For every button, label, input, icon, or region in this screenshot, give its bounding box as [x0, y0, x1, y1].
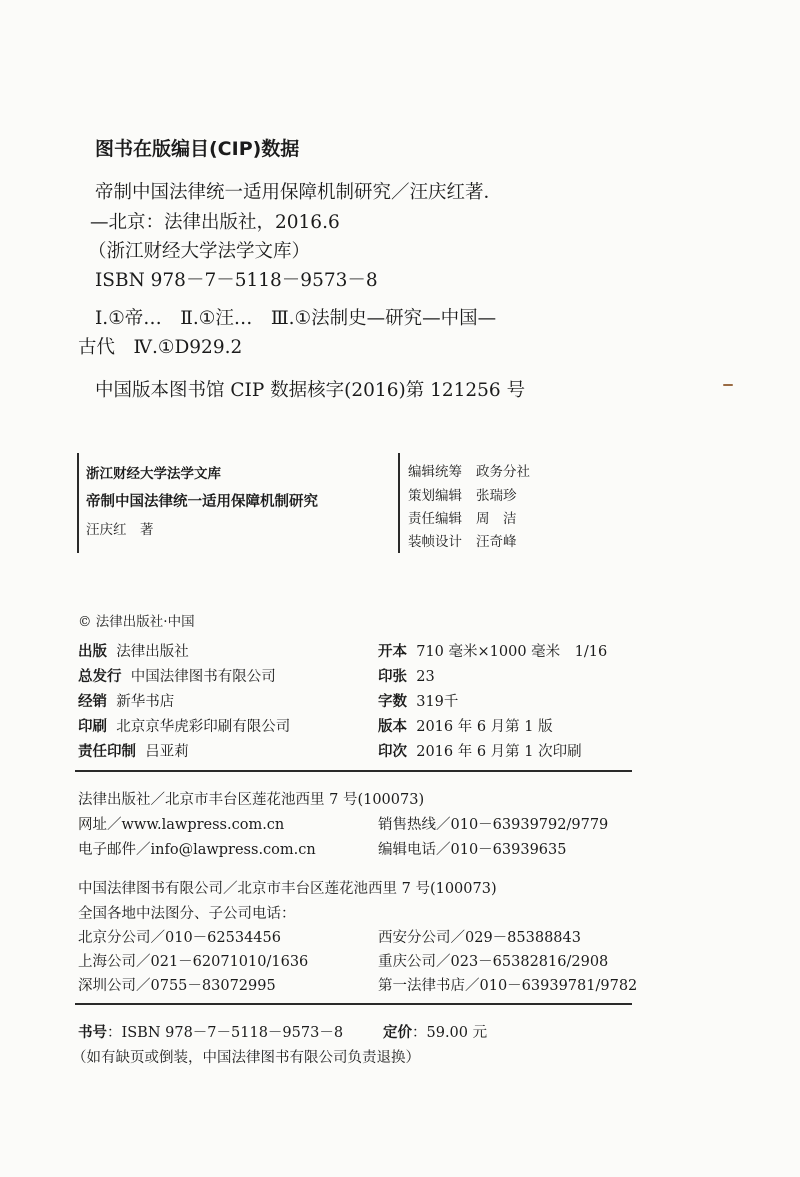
- return-note: （如有缺页或倒装，中国法律图书有限公司负责退换）: [72, 1050, 420, 1066]
- pub-label: 印次: [378, 744, 407, 760]
- pub-value: 新华书店: [116, 694, 175, 710]
- book-box-left-rule: [77, 453, 79, 553]
- pub-value: 吕亚莉: [145, 744, 189, 760]
- staff-value: 汪奇峰: [476, 534, 517, 550]
- cip-line-title: 帝制中国法律统一适用保障机制研究／汪庆红著．: [95, 182, 503, 203]
- pub-label: 责任印制: [78, 744, 136, 760]
- pub-label: 出版: [78, 644, 107, 660]
- staff-row: [408, 484, 517, 504]
- pub-value: 法律出版社: [116, 644, 189, 660]
- pub-value: 2016 年 6 月第 1 次印刷: [416, 744, 582, 760]
- isbn-value: ：ISBN 978－7－5118－9573－8: [107, 1025, 344, 1041]
- pub-row: [378, 715, 553, 736]
- pub-label: 经销: [78, 694, 107, 710]
- pub-label: 总发行: [78, 669, 122, 685]
- pub-value: 710 毫米×1000 毫米 1/16: [416, 644, 608, 660]
- pub-row: [378, 690, 458, 711]
- book-author: 汪庆红 著: [86, 522, 154, 538]
- publisher-email: 电子邮件／info@lawpress.com.cn: [78, 842, 316, 858]
- staff-label: 装帧设计: [408, 534, 462, 550]
- staff-label: 编辑统筹: [408, 464, 462, 480]
- pub-row: [378, 665, 435, 686]
- staff-row: [408, 460, 530, 480]
- staff-label: 责任编辑: [408, 511, 462, 527]
- cip-line-classification: Ⅰ.①帝… Ⅱ.①汪… Ⅲ.①法制史—研究—中国—: [95, 308, 497, 329]
- pub-row: [78, 715, 290, 736]
- cip-line-classification-cont: 古代 Ⅳ.①D929.2: [78, 337, 243, 358]
- staff-label: 策划编辑: [408, 488, 462, 504]
- paper-speck: [723, 384, 733, 386]
- publisher-website: 网址／www.lawpress.com.cn: [78, 817, 285, 833]
- pub-value: 319千: [416, 694, 459, 710]
- branch-phone: 北京分公司／010－62534456: [78, 930, 281, 946]
- staff-box-left-rule: [398, 453, 400, 553]
- pub-label: 版本: [378, 719, 407, 735]
- branch-phone: 西安分公司／029－85388843: [378, 930, 581, 946]
- pub-label: 字数: [378, 694, 407, 710]
- branch-phone: 重庆公司／023－65382816/2908: [378, 954, 609, 970]
- book-title: 帝制中国法律统一适用保障机制研究: [86, 494, 318, 510]
- distributor-address: 中国法律图书有限公司／北京市丰台区莲花池西里 7 号(100073): [78, 881, 497, 897]
- cip-line-publisher: —北京：法律出版社，2016.6: [90, 212, 340, 233]
- price-line: [383, 1021, 487, 1042]
- pub-value: 23: [416, 669, 435, 685]
- isbn-line: [78, 1021, 343, 1042]
- branches-label: 全国各地中法图分、子公司电话：: [78, 906, 296, 922]
- staff-value: 张瑞珍: [476, 488, 517, 504]
- pub-label: 印张: [378, 669, 407, 685]
- pub-label: 开本: [378, 644, 407, 660]
- branch-phone: 上海公司／021－62071010/1636: [78, 954, 309, 970]
- staff-value: 政务分社: [476, 464, 530, 480]
- price-label: 定价: [383, 1025, 412, 1041]
- branch-phone: 第一法律书店／010－63939781/9782: [378, 978, 638, 994]
- pub-label: 印刷: [78, 719, 107, 735]
- branch-phone: 深圳公司／0755－83072995: [78, 978, 276, 994]
- sales-hotline: 销售热线／010－63939792/9779: [378, 817, 609, 833]
- pub-row: [78, 740, 189, 761]
- cip-approval: 中国版本图书馆 CIP 数据核字(2016)第 121256 号: [95, 380, 526, 401]
- editor-phone: 编辑电话／010－63939635: [378, 842, 567, 858]
- isbn-label: 书号: [78, 1025, 107, 1041]
- pub-row: [78, 640, 189, 661]
- pub-row: [378, 740, 582, 761]
- divider: [75, 1003, 632, 1005]
- pub-row: [78, 665, 276, 686]
- series-name: 浙江财经大学法学文库: [86, 466, 221, 482]
- cip-heading: 图书在版编目(CIP)数据: [95, 138, 300, 160]
- staff-row: [408, 530, 517, 550]
- pub-value: 2016 年 6 月第 1 版: [416, 719, 553, 735]
- copyright-line: © 法律出版社·中国: [78, 614, 195, 630]
- staff-value: 周 洁: [476, 511, 517, 527]
- divider: [75, 770, 632, 772]
- staff-row: [408, 507, 517, 527]
- pub-value: 北京京华虎彩印刷有限公司: [116, 719, 291, 735]
- price-value: ：59.00 元: [412, 1025, 488, 1041]
- pub-value: 中国法律图书有限公司: [130, 669, 276, 685]
- pub-row: [378, 640, 607, 661]
- cip-line-series: （浙江财经大学法学文库）: [88, 241, 311, 262]
- pub-row: [78, 690, 174, 711]
- cip-line-isbn: ISBN 978－7－5118－9573－8: [95, 270, 378, 291]
- publisher-address: 法律出版社／北京市丰台区莲花池西里 7 号(100073): [78, 792, 425, 808]
